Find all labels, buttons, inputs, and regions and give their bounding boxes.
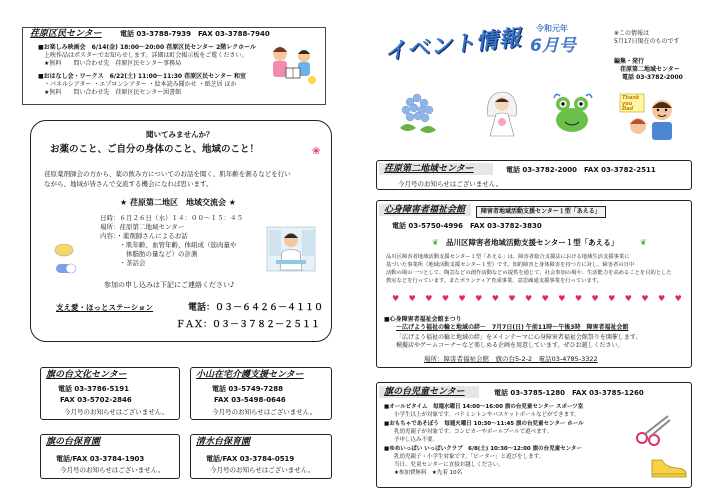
shoe-icon: [648, 452, 688, 480]
ask-intro-2: ながら、地域が皆さんで交流する機会になれば思います。: [44, 180, 213, 188]
koyama-kaigo-tel: 電話 03-5749-7288: [212, 385, 283, 393]
publisher-name: 荏原第二地域センター: [620, 66, 680, 73]
koyama-kaigo-note: 今月号のお知らせはございません。: [212, 408, 317, 416]
hatanodai-hoiku-note: 今月号のお知らせはございません。: [60, 466, 165, 474]
ebara-kumin-line-5: ・パネルシアター ・エプロンシアター ・絵本読み聞かせ ・紙芝居 ほか: [44, 81, 237, 88]
masthead-era: 令和元年: [536, 24, 568, 33]
ebara-kumin-line-1: ■お楽しみ映画会 6/14(金) 18:00～20:00 荏原区民センター 2階レクホール: [38, 44, 257, 51]
ebara-kumin-line-2: 上映作品はポスターでお知らせします。詳細は町会掲示板をご覧ください。: [44, 52, 248, 59]
ask-tel: 電話：０３－６４２６－４１１０: [188, 303, 324, 313]
hatanodai-bunka-title: 旗の台文化センター: [46, 370, 127, 380]
jido-line-5: 予申し込み不要。: [394, 437, 439, 443]
shogai-event-detail-1: 「広げよう福祉の輪と地域の絆」をメインテーマに心身障害者福祉会館祭りを開催します。: [396, 334, 642, 341]
hatanodai-hoiku-title: 旗の台保育園: [46, 437, 101, 447]
scissors-icon: [634, 412, 674, 446]
hydrangea-illustration: [392, 88, 442, 140]
masthead-month: 6月号: [530, 36, 576, 56]
kiyomizudai-hoiku-tel: 電話/FAX 03-3784-0519: [206, 455, 295, 463]
event-detail-1: 日時：６月２６日（水）１４：００～１５：４５: [100, 214, 243, 222]
heart-row: ♥ ♥ ♥ ♥ ♥ ♥ ♥ ♥ ♥ ♥ ♥ ♥ ♥ ♥ ♥ ♥ ♥ ♥: [392, 294, 682, 303]
ask-title: 聞いてみませんか？: [146, 130, 214, 139]
thank-you-sign: Thank you Dad: [622, 95, 640, 112]
ask-org: 支え愛・ほっとステーション: [56, 303, 154, 312]
kiyomizudai-hoiku-title: 清水台保育園: [196, 437, 251, 447]
jido-line-8: 当日、児童センターに直接お越しください。: [394, 462, 504, 468]
event-detail-5: 体脂肪の量など）の計測: [100, 250, 198, 258]
pills-icon: [52, 240, 82, 280]
hatanodai-bunka-tel: 電話 03-3786-5191: [58, 385, 129, 393]
jido-tel: 電話 03-3785-1280 FAX 03-3785-1260: [494, 389, 644, 397]
ask-subtitle: お薬のこと、ご自分の身体のこと、地域のこと！: [50, 144, 260, 155]
shogai-leaf-right: ❦: [640, 238, 647, 247]
shogai-body-1: 品川区障害者地域活動支援センター１型「あえる」は、障害者総合支援法における地域生活支援事業に: [386, 254, 630, 260]
ebara-kumin-line-4: ■おはなし会・ワークス 6/22(土) 11:00～11:30 荏原区民センター 和室: [38, 73, 247, 80]
ebara-kumin-line-6: ★無料 問い合わせ先 荏原区民センター図書館: [44, 89, 182, 96]
event-detail-3: 内容：・薬剤師さんによるお話: [100, 232, 188, 240]
shogai-event-head: ■心身障害者福祉会館まつり: [384, 316, 462, 323]
jido-line-7: 乳幼児親子・小学生対象です。「ピーター」と遊びをします。: [394, 454, 545, 460]
pharmacist-illustration: [266, 226, 316, 272]
shogai-event-detail-2: 模擬店やゲームコーナーなど楽しめる企画を用意しています。ぜひお越しください。: [396, 342, 624, 349]
shogai-body-3: 活動の場の一つとして、陶芸などの創作活動などの提供を通じて、社会参加の場や、生活能力を高めることを目的とした: [386, 270, 672, 276]
shogai-badge: 障害者地域活動支援センター１型「あえる」: [476, 206, 606, 218]
event-detail-6: ・茶話会: [100, 259, 146, 267]
flower-icon: ❀: [312, 146, 321, 157]
apply-note: 参加の申し込みは下記にご連絡ください♪: [104, 281, 235, 289]
event-detail-4: ・肌年齢、血管年齢、体組成（筋肉量や: [100, 241, 237, 249]
jido-line-2: 小学生以上が対象です。バドミントンやバスケットボールなどができます。: [394, 412, 580, 418]
ask-fax: ＦＡＸ：０３－３７８２－２５１１: [176, 320, 321, 330]
jido-line-4: 乳幼児親子が対象です。コンビカーやボールプールで遊べます。: [394, 429, 553, 435]
hatanodai-hoiku-tel: 電話/FAX 03-3784-1903: [56, 455, 145, 463]
koyama-kaigo-title: 小山在宅介護支援センター: [196, 370, 304, 380]
reading-illustration: [262, 40, 322, 90]
masthead-note-2: 5月17日現在のものです: [614, 38, 680, 45]
ebara-kumin-center-title: 荏原区民センター: [30, 29, 102, 39]
masthead-note-1: ※この情報は: [614, 30, 650, 37]
event-title: ★ 荏原第二地区 地域交流会 ★: [120, 198, 236, 207]
hatanodai-bunka-fax: FAX 03-5702-2846: [60, 396, 132, 404]
hatanodai-bunka-note: 今月号のお知らせはございません。: [64, 408, 169, 416]
koyama-kaigo-fax: FAX 03-5498-0646: [214, 396, 286, 404]
kiyomizudai-hoiku-note: 今月号のお知らせはございません。: [210, 466, 315, 474]
shogai-event-line: ～広げよう福祉の輪と地域の絆～ 7月7日(日) 午前11時～午後3時 障害者福祉会館: [396, 324, 629, 331]
bride-illustration: [476, 88, 528, 138]
shogai-tel: 電話 03-5750-4996 FAX 03-3782-3830: [392, 222, 542, 230]
jido-line-6: ■ゆめいっぱい いっぱいクラブ 6/8(土) 10:30～12:00 旗の台児童センター: [384, 446, 582, 452]
jido-line-1: ■オールビタイム 毎週水曜日 14:00～16:00 旗の台児童センター スポーツ室: [384, 404, 584, 410]
ebara2-title: 荏原第二地域センター: [384, 164, 474, 174]
ebara-kumin-center-tel: 電話 03-3788-7939 FAX 03-3788-7940: [120, 30, 270, 38]
jido-title: 旗の台児童センター: [384, 387, 465, 397]
shogai-heading: 品川区障害者地域活動支援センター１型「あえる」: [446, 238, 619, 247]
shogai-body-2: 基づいた事業所（地域活動支援センター１型）です。知的障害と身体障害を持つ方に対し、障害者の日中: [386, 262, 635, 268]
publisher-tel: 電話 03-3782-2000: [622, 74, 683, 81]
ebara2-note: 今月号のお知らせはございません。: [398, 180, 503, 188]
shogai-title: 心身障害者福祉会館: [384, 205, 466, 215]
jido-line-9: ★参加費無料 ★先着 10名: [394, 470, 463, 476]
ask-intro-1: 荏原薬剤師会の方から、薬の飲み方についてのお話を聞く、肌年齢を測るなどを行い: [44, 170, 291, 178]
shogai-body-4: 教室などを行っています。またボランティア育成事業、意思疎通支援事業を行っています。: [386, 278, 602, 284]
masthead-title: イベント情報: [383, 25, 523, 66]
publisher-label: 編集・発行: [614, 58, 645, 65]
shogai-address: 場所：障害者福祉会館 旗の台5-2-2 電話03-4785-3322: [424, 355, 598, 363]
ebara2-tel: 電話 03-3782-2000 FAX 03-3782-2511: [506, 166, 656, 174]
frog-illustration: [546, 90, 598, 138]
shogai-leaf-left: ❦: [432, 238, 439, 247]
ebara-kumin-line-3: ★無料 問い合わせ先 荏原区民センター事務局: [44, 60, 182, 67]
jido-line-3: ■おもちゃであそぼう 毎週火曜日 10:30～11:45 旗の台児童センター ホール: [384, 421, 584, 427]
event-detail-2: 場所：荏原第二地域センター: [100, 223, 185, 231]
